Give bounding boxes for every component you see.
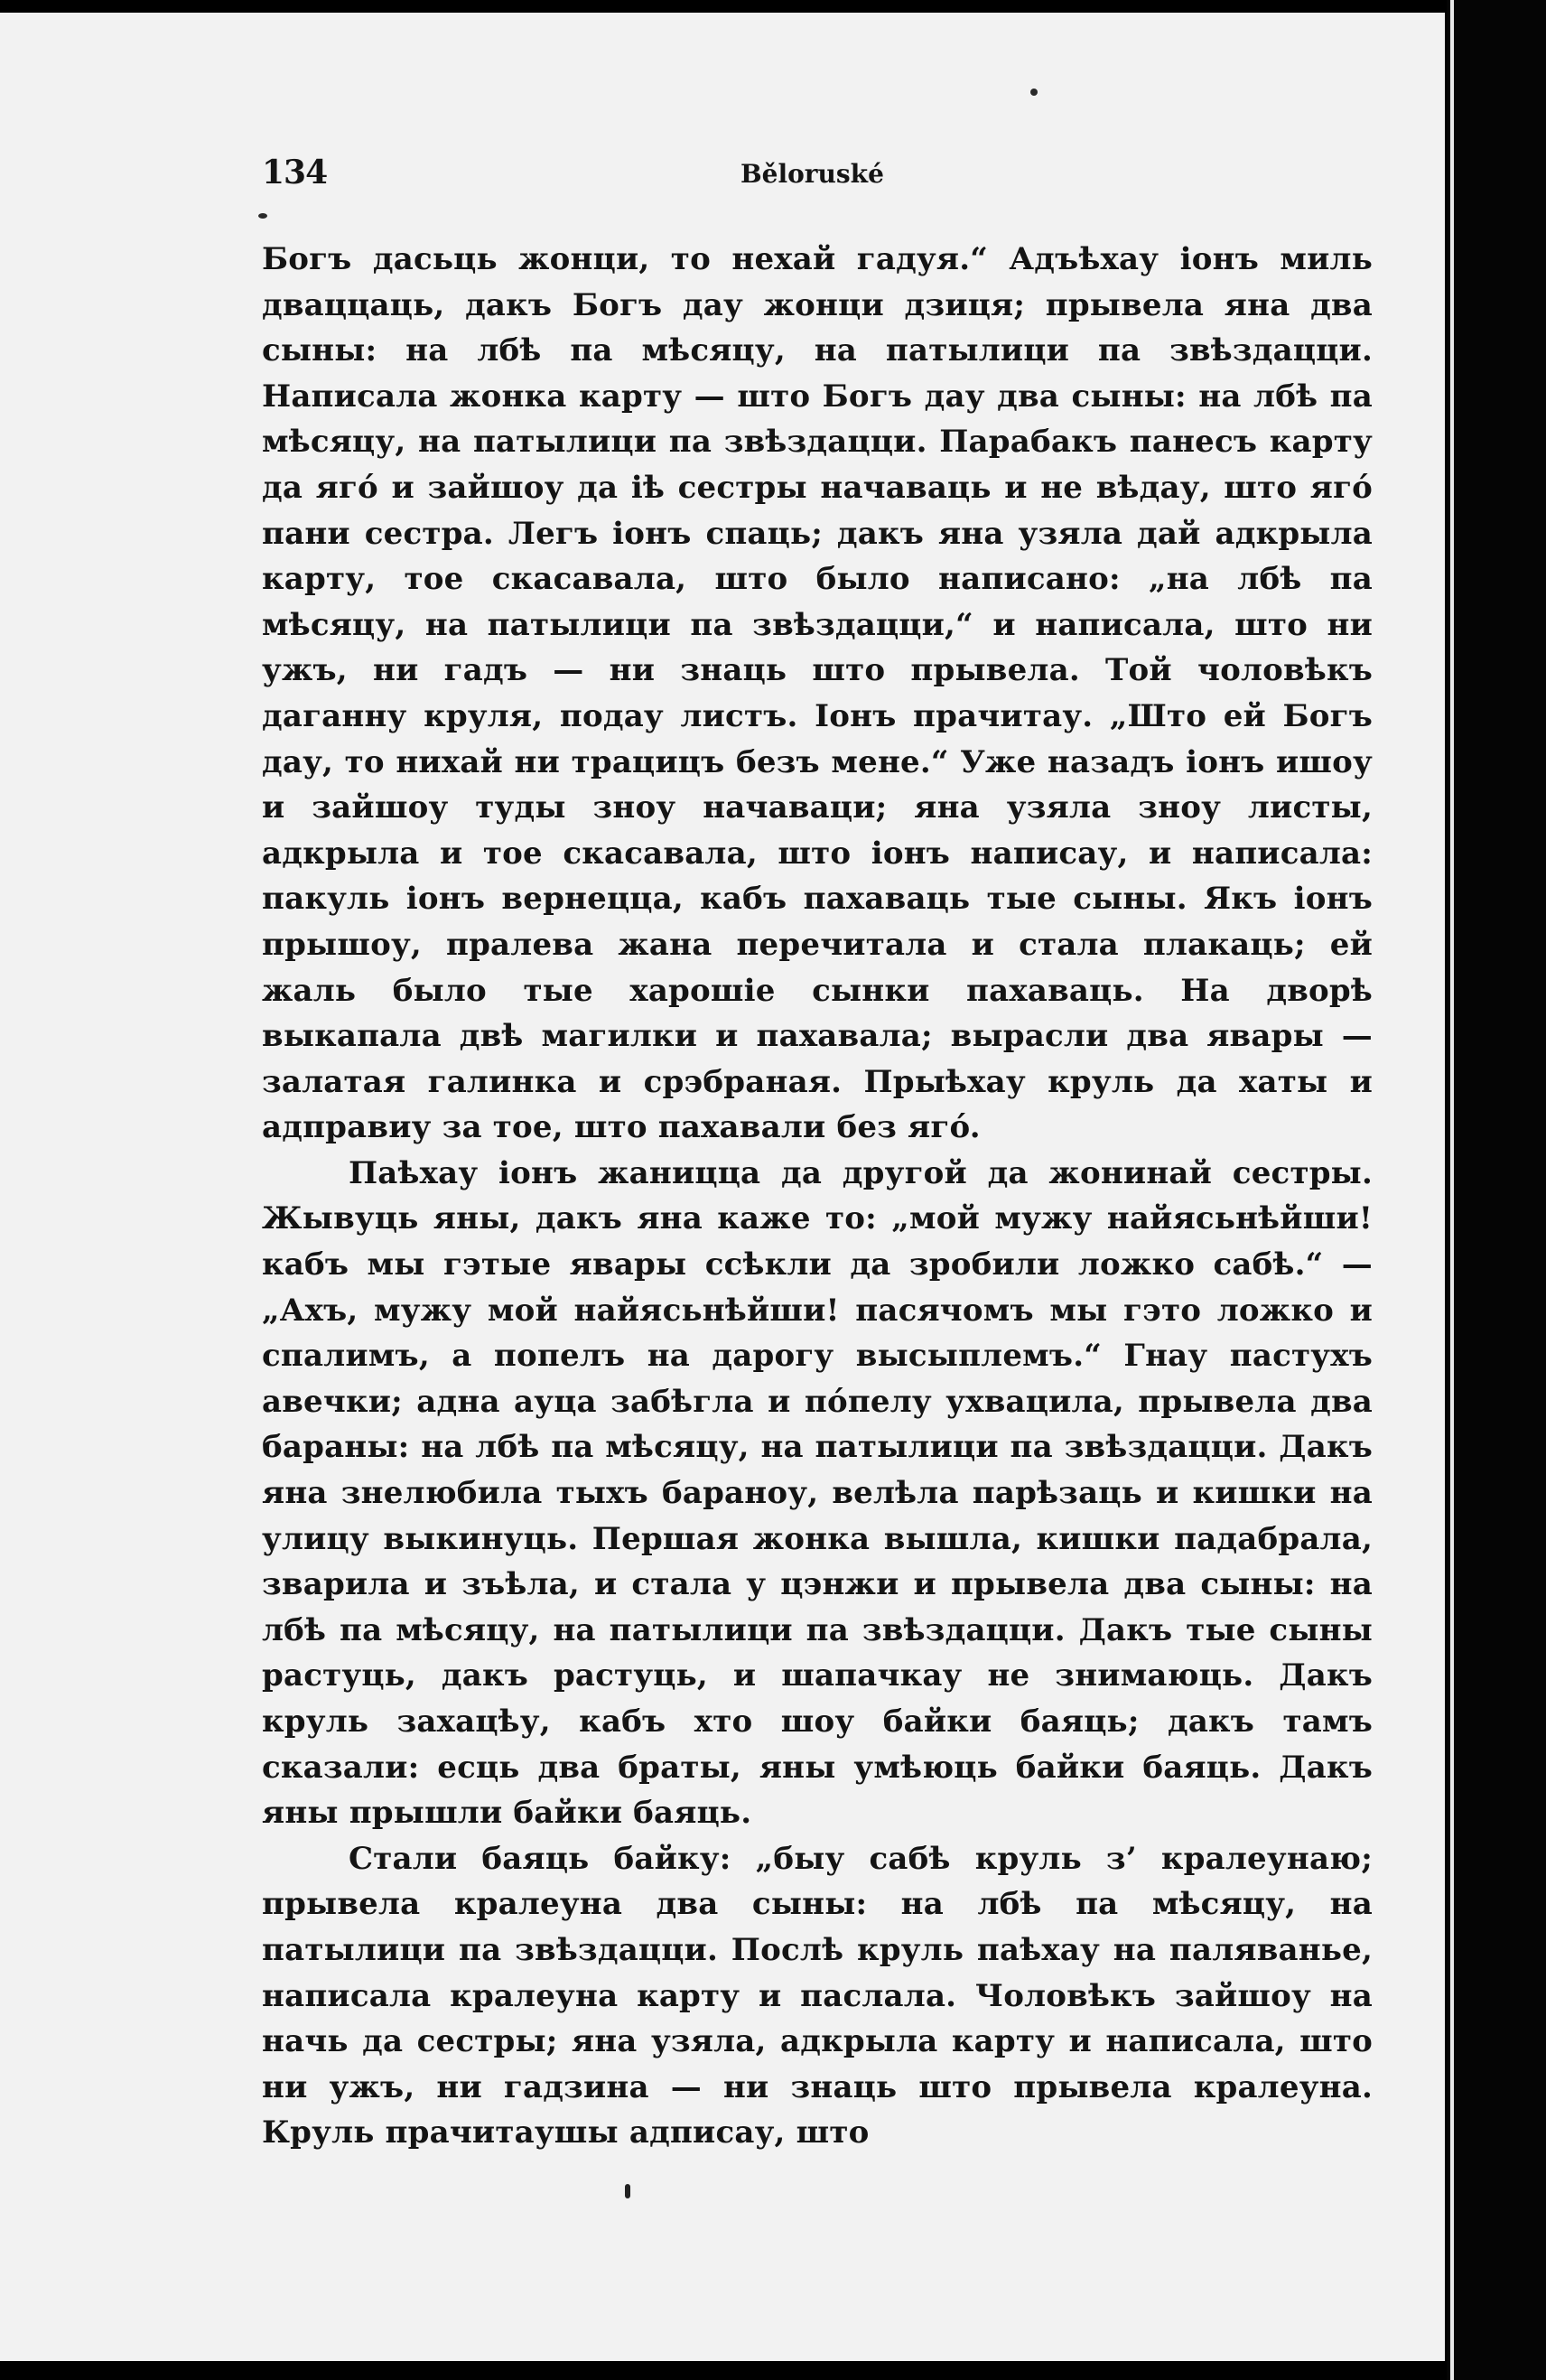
paragraph-continued: Богъ дасьць жонци, то нехай гадуя.“ Адъѣхау іонъ миль дваццаць, дакъ Богъ дау жонци дзиця; прывела яна два сыны: на лбѣ па мѣсяцу, на патылици па звѣздацци. Написала жонка карту — што Богъ дау два сыны: на лбѣ па мѣсяцу, на патылици па звѣздацци. Парабакъ панесъ карту да ягó и зайшоу да іѣ сестры начаваць и не вѣдау, што ягó пани сестра. Легъ іонъ спаць; дакъ яна узяла дай адкрыла карту, тое скасавала, што было написано: „на лбѣ па мѣсяцу, на патылици па звѣздацци,“ и написала, што ни ужъ, ни гадъ — ни знаць што прывела. Той чоловѣкъ даганну круля, подау листъ. Іонъ прачитау. „Што ей Богъ дау, то нихай ни трацицъ безъ мене.“ Уже назадъ іонъ ишоу и зайшоу туды зноу начаваци; яна узяла зноу листы, адкрыла и тое скасавала, што іонъ написау, и написала: пакуль іонъ вернецца, кабъ пахаваць тые сыны. Якъ іонъ прышоу, пралева жана перечитала и стала плакаць; ей жаль было тые харошіе сынки пахаваць. На дворѣ выкапала двѣ магилки и пахавала; вырасли два явары — залатая галинка и срэбраная. Прыѣхау круль да хаты и адправиу за тое, што пахавали без ягó.	[262, 241, 1373, 1146]
paragraph: Паѣхау іонъ жаницца да другой да жонинай сестры. Жывуць яны, дакъ яна каже то: „мой мужу найясьнѣйши! кабъ мы гэтые явары ссѣкли да зробили ложко сабѣ.“ — „Ахъ, мужу мой найясьнѣйши! пасячомъ мы гэто ложко и спалимъ, а попелъ на дарогу высыплемъ.“ Гнау пастухъ авечки; адна ауца забѣгла и пóпелу ухвацила, прывела два бараны: на лбѣ па мѣсяцу, на патылици па звѣздацци. Дакъ яна знелюбила тыхъ бараноу, велѣла парѣзаць и кишки на улицу выкинуць. Першая жонка вышла, кишки падабрала, зварила и зъѣла, и стала у цэнжи и прывела два сыны: на лбѣ па мѣсяцу, на патылици па звѣздацци. Дакъ тые сыны растуць, дакъ растуць, и шапачкау не знимаюць. Дакъ круль захацѣу, кабъ хто шоу байки баяць; дакъ тамъ сказали: есць два браты, яны умѣюць байки баяць. Дакъ яны прышли байки баяць.	[262, 1154, 1373, 1832]
page-edge-rule	[1450, 0, 1454, 2380]
scan-speck	[258, 213, 267, 219]
page-header	[262, 154, 1382, 208]
page-number: 134	[262, 154, 328, 191]
scan-speck	[625, 2184, 630, 2198]
scan-right-edge	[1447, 0, 1546, 2380]
running-head: Běloruské	[740, 159, 884, 189]
scan-speck	[1030, 89, 1038, 96]
body-text	[262, 237, 1373, 2156]
paragraph: Стали баяць байку: „быу сабѣ круль з’ кралеунаю; прывела кралеуна два сыны: на лбѣ па мѣсяцу, на патылици па звѣздацци. Послѣ круль паѣхау на паляванье, написала кралеуна карту и паслала. Чоловѣкъ зайшоу на начь да сестры; яна узяла, адкрыла карту и написала, што ни ужъ, ни гадзина — ни знаць што прывела кралеуна. Круль прачитаушы адписау, што	[262, 1840, 1373, 2151]
